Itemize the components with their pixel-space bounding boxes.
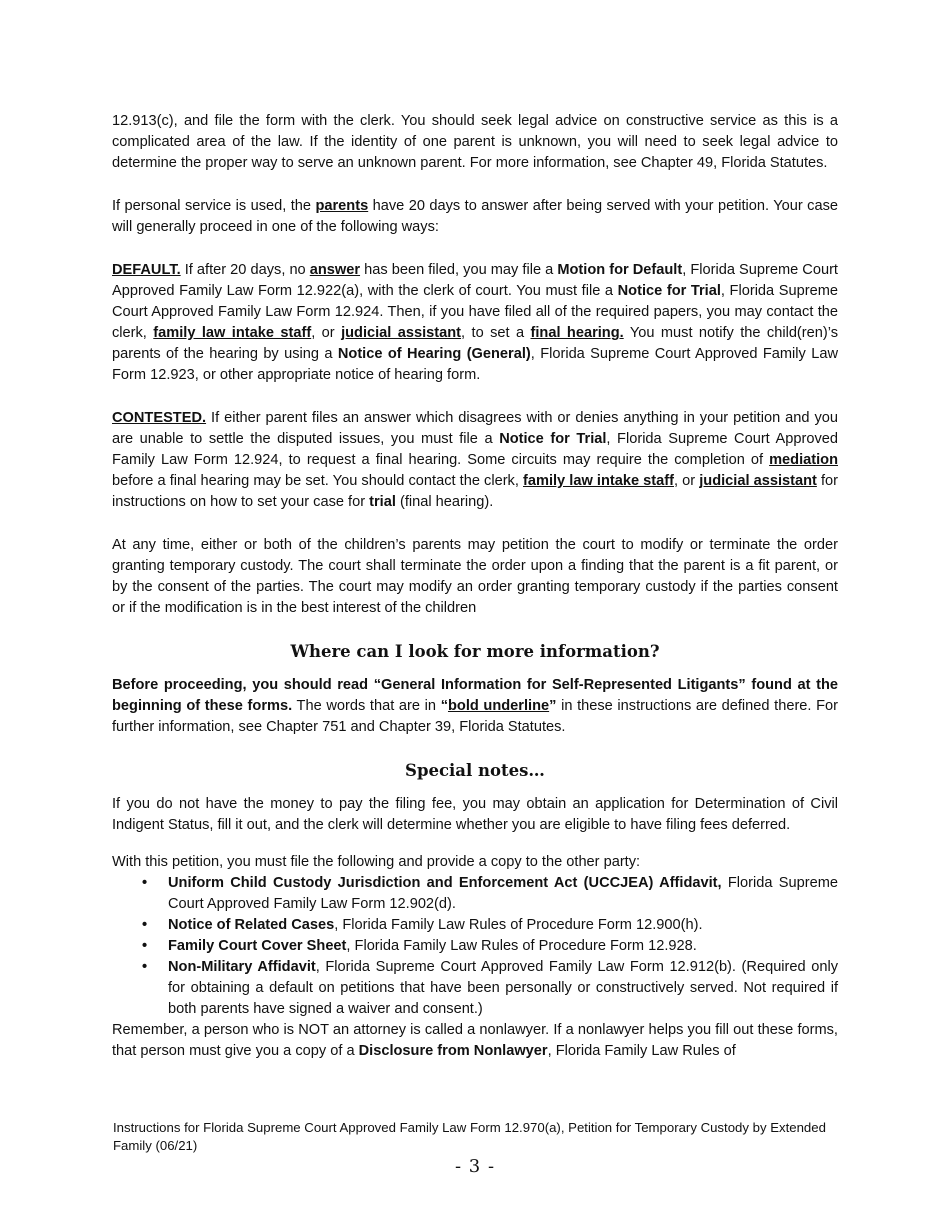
list-item <box>168 915 838 936</box>
form-notice-for-trial: Notice for Trial <box>617 283 721 299</box>
text-run: , Florida Supreme Court Approved Family Law Form 12.924. Then, if you have filed all of the required papers, you may contact the clerk, <box>112 283 838 341</box>
required-forms-list <box>112 873 838 1020</box>
text-run: have 20 days to answer after being served with your petition. Your case will generally proceed in one of the following ways: <box>112 198 838 235</box>
text-run: (final hearing). <box>395 494 494 510</box>
text-run: , Florida Supreme Court Approved Family Law Form 12.922(a), with the clerk of court. You must file a <box>112 262 838 299</box>
read-general-info-notice: Before proceeding, you should read “General Information for Self-Represented Litigants” found at the beginning of these forms. <box>112 677 838 714</box>
form-notice-of-related-cases: Notice of Related Cases <box>168 917 335 933</box>
text-run: , or <box>673 473 700 489</box>
more-info-paragraph <box>112 675 838 738</box>
personal-service-paragraph <box>112 196 838 238</box>
text-run: , Florida Family Law Rules of Procedure Form 12.900(h). <box>334 917 703 933</box>
term-trial: trial <box>369 494 396 510</box>
modify-terminate-paragraph: At any time, either or both of the children’s parents may petition the court to modify or terminate the order granting temporary custody. The court shall terminate the order upon a finding that the parent is a fit parent, or by the consent of the parties. The court may modify an order granting temporary custody if the parties consent or if the modification is in the best interest of the children <box>112 537 838 616</box>
constructive-service-paragraph: 12.913(c), and file the form with the clerk. You should seek legal advice on constructive service as this is a complicated area of the law. If the identity of one parent is unknown, you will need to seek legal advice to determine the proper way to serve an unknown parent. For more information, see Chapter 49, Florida Statutes. <box>112 113 838 171</box>
form-disclosure-from-nonlawyer: Disclosure from Nonlawyer <box>358 1043 548 1059</box>
form-notice-of-hearing: Notice of Hearing (General) <box>337 346 531 362</box>
text-run: The words that are in <box>292 698 441 714</box>
indigent-status-paragraph: If you do not have the money to pay the filing fee, you may obtain an application for Determination of Civil Indigent Status, fill it out, and the clerk will determine whether you are eligible to have filing fees deferred. <box>112 796 838 833</box>
term-judicial-assistant: judicial assistant <box>699 473 817 489</box>
contested-paragraph <box>112 408 838 513</box>
term-family-law-intake-staff: family law intake staff <box>523 473 674 489</box>
text-run: in these instructions are defined there. For further information, see Chapter 751 and Chapter 39, Florida Statutes. <box>112 698 839 735</box>
text-run: , Florida Supreme Court Approved Family Law Form 12.923, or other appropriate notice of hearing form. <box>112 346 838 383</box>
contested-heading: CONTESTED. <box>112 410 207 426</box>
text-run: before a final hearing may be set. You should contact the clerk, <box>112 473 523 489</box>
default-paragraph <box>112 260 838 386</box>
term-family-law-intake-staff: family law intake staff <box>153 325 312 341</box>
more-info-heading: Where can I look for more information? <box>290 642 660 661</box>
text-run: If personal service is used, the <box>112 198 316 214</box>
page-body <box>112 111 838 1062</box>
term-answer: answer <box>309 262 361 278</box>
text-run: Florida Supreme Court Approved Family Law Form 12.902(d). <box>168 875 839 912</box>
text-run: , to set a <box>461 325 531 341</box>
term-parents: parents <box>315 198 369 214</box>
term-mediation: mediation <box>769 452 838 468</box>
page-number: - 3 - <box>454 1156 496 1177</box>
default-heading: DEFAULT. <box>112 262 181 278</box>
text-run: , Florida Family Law Rules of <box>547 1043 736 1059</box>
form-non-military-affidavit: Non-Military Affidavit <box>168 959 316 975</box>
term-judicial-assistant: judicial assistant <box>341 325 462 341</box>
form-family-court-cover-sheet: Family Court Cover Sheet <box>168 938 347 954</box>
text-run: , Florida Supreme Court Approved Family Law Form 12.924, to request a final hearing. Some circuits may require the completion of <box>112 431 838 468</box>
text-run: , Florida Family Law Rules of Procedure Form 12.928. <box>346 938 697 954</box>
quote-mark: “ <box>440 698 448 714</box>
list-item <box>168 873 838 915</box>
form-notice-for-trial: Notice for Trial <box>499 431 607 447</box>
form-uccjea-affidavit: Uniform Child Custody Jurisdiction and Enforcement Act (UCCJEA) Affidavit, <box>168 875 722 891</box>
text-run: If either parent files an answer which disagrees with or denies anything in your petition and you are unable to settle the disputed issues, you must file a <box>112 410 838 447</box>
file-following-paragraph: With this petition, you must file the following and provide a copy to the other party: <box>112 854 641 870</box>
text-run: , Florida Supreme Court Approved Family Law Form 12.912(b). (Required only for obtaining a default on petitions that have been personally or constructively served. Not required if both parents have signed a waiver and consent.) <box>168 959 838 1017</box>
special-notes-heading: Special notes… <box>405 761 545 780</box>
text-run: for instructions on how to set your case for <box>112 473 839 510</box>
term-bold-underline: bold underline <box>447 698 550 714</box>
nonlawyer-paragraph <box>112 1020 838 1062</box>
text-run: has been filed, you may file a <box>360 262 558 278</box>
text-run: You must notify the child(ren)’s parents of the hearing by using a <box>112 325 839 362</box>
text-run: , or <box>311 325 342 341</box>
term-final-hearing: final hearing. <box>530 325 624 341</box>
page-footer: Instructions for Florida Supreme Court Approved Family Law Form 12.970(a), Petition for Temporary Custody by Extended Family (06/21) <box>113 1120 826 1153</box>
text-run: Remember, a person who is NOT an attorney is called a nonlawyer. If a nonlawyer helps you fill out these forms, that person must give you a copy of a <box>112 1022 838 1059</box>
list-item <box>168 936 838 957</box>
form-motion-for-default: Motion for Default <box>557 262 683 278</box>
quote-mark: ” <box>549 698 557 714</box>
text-run: If after 20 days, no <box>180 262 310 278</box>
list-item <box>168 957 838 1020</box>
